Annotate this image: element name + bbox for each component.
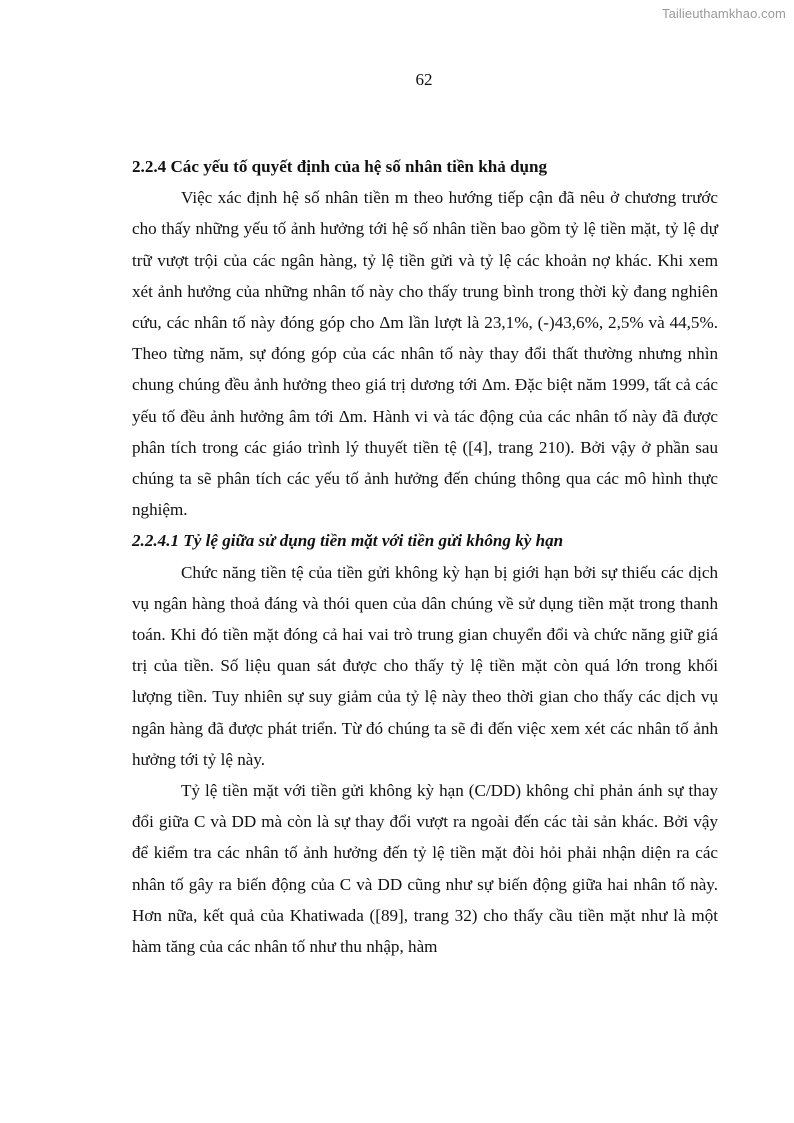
paragraph-1: Việc xác định hệ số nhân tiền m theo hướng tiếp cận đã nêu ở chương trước cho thấy những yếu tố ảnh hưởng tới hệ số nhân tiền bao gồm tỷ lệ tiền mặt, tỷ lệ dự trữ vượt trội của các ngân hàng, tỷ lệ tiền gửi và tỷ lệ các khoản nợ khác. Khi xem xét ảnh hưởng của những nhân tố này cho thấy trung bình trong thời kỳ đang nghiên cứu, các nhân tố này đóng góp cho Δm lần lượt là 23,1%, (-)43,6%, 2,5% và 44,5%. Theo từng năm, sự đóng góp của các nhân tố này thay đổi thất thường nhưng nhìn chung chúng đều ảnh hưởng theo giá trị dương tới Δm. Đặc biệt năm 1999, tất cả các yếu tố đều ảnh hưởng âm tới Δm. Hành vi và tác động của các nhân tố này đã được phân tích trong các giáo trình lý thuyết tiền tệ ([4], trang 210). Bởi vậy ở phần sau chúng ta sẽ phân tích các yếu tố ảnh hưởng đến chúng thông qua các mô hình thực nghiệm. [132,188,718,520]
page-number: 62 [415,70,433,89]
document-body [132,151,718,962]
section-heading: 2.2.4 Các yếu tố quyết định của hệ số nhân tiền khả dụng [132,157,548,176]
subsection-heading: 2.2.4.1 Tỷ lệ giữa sử dụng tiền mặt với tiền gửi không kỳ hạn [132,531,564,551]
paragraph-2: Chức năng tiền tệ của tiền gửi không kỳ hạn bị giới hạn bởi sự thiếu các dịch vụ ngân hàng thoả đáng và thói quen của dân chúng về sử dụng tiền mặt trong thanh toán. Khi đó tiền mặt đóng cả hai vai trò trung gian chuyển đổi và chức năng giữ giá trị của tiền. Số liệu quan sát được cho thấy tỷ lệ tiền mặt còn quá lớn trong khối lượng tiền. Tuy nhiên sự suy giảm của tỷ lệ này theo thời gian cho thấy các dịch vụ ngân hàng đã được phát triển. Từ đó chúng ta sẽ đi đến việc xem xét các nhân tố ảnh hưởng tới tỷ lệ này. [132,562,718,769]
watermark: Tailieuthamkhao.com [661,6,786,21]
paragraph-3: Tỷ lệ tiền mặt với tiền gửi không kỳ hạn (C/DD) không chỉ phản ánh sự thay đổi giữa C và DD mà còn là sự thay đổi vượt ra ngoài đến các tài sản khác. Bởi vậy để kiểm tra các nhân tố ảnh hưởng đến tỷ lệ tiền mặt đòi hỏi phải nhận diện ra các nhân tố gây ra biến động của C và DD cũng như sự biến động giữa hai nhân tố này. Hơn nữa, kết quả của Khatiwada ([89], trang 32) cho thấy cầu tiền mặt như là một hàm tăng của các nhân tố như thu nhập, hàm [132,781,718,957]
